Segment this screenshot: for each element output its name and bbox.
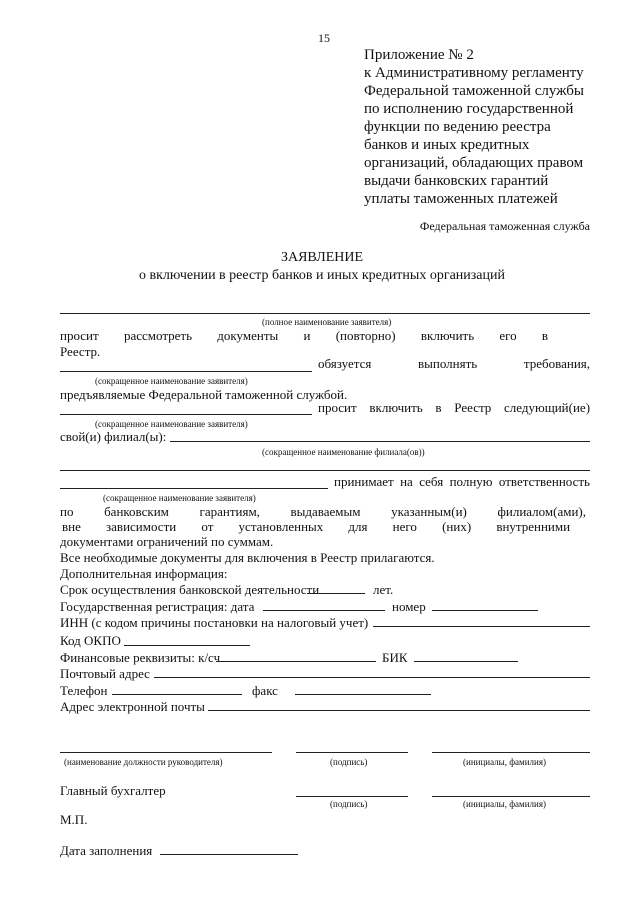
w: включить — [369, 400, 423, 415]
caption: (подпись) — [330, 799, 368, 809]
w: следующий(ие) — [504, 400, 591, 415]
text-line: Дополнительная информация: — [60, 566, 228, 581]
reg-number-label: номер — [392, 599, 426, 614]
caption: (сокращенное наименование заявителя) — [103, 493, 256, 503]
w: включить — [420, 328, 475, 343]
phone-field[interactable] — [112, 694, 242, 695]
text-line — [60, 328, 548, 343]
appendix-line: функции по ведению реестра — [364, 119, 551, 135]
w: ответственность — [498, 474, 590, 489]
caption: (подпись) — [330, 757, 368, 767]
w: выполнять — [418, 356, 478, 371]
document-title: ЗАЯВЛЕНИЕ — [280, 250, 364, 265]
appendix-line: организаций, обладающих правом — [364, 155, 584, 171]
w: зависимости — [106, 519, 177, 534]
caption: (полное наименование заявителя) — [262, 317, 392, 327]
term-label: Срок осуществления банковской деятельности — [60, 582, 320, 597]
w: просит — [60, 328, 99, 343]
bik-field[interactable] — [414, 661, 518, 662]
appendix-line: Федеральной таможенной службы — [364, 83, 585, 99]
w: от — [201, 519, 214, 534]
fin-label: Финансовые реквизиты: к/сч — [60, 650, 221, 665]
w: вне — [62, 519, 81, 534]
w: себя — [419, 474, 444, 489]
fax-field[interactable] — [295, 694, 431, 695]
text-line — [334, 474, 590, 489]
w: Реестр — [454, 400, 492, 415]
addressee: Федеральная таможенная служба — [419, 219, 590, 233]
page-number: 15 — [318, 31, 330, 45]
fax-label: факс — [252, 683, 278, 698]
appendix-line: выдачи банковских гарантий — [364, 173, 549, 189]
fin-field[interactable] — [216, 661, 376, 662]
appendix-line: по исполнению государственной — [364, 101, 574, 117]
full-name-line[interactable] — [60, 313, 590, 314]
w: на — [400, 474, 413, 489]
caption: (сокращенное наименование филиала(ов)) — [262, 447, 425, 457]
w: него — [392, 519, 417, 534]
w: по — [60, 504, 74, 519]
inn-label: ИНН (с кодом причины постановки на налоговый учет) — [60, 615, 369, 630]
caption: (инициалы, фамилия) — [463, 757, 546, 767]
okpo-label: Код ОКПО — [60, 633, 121, 648]
w: гарантиям, — [199, 504, 260, 519]
w: принимает — [334, 474, 394, 489]
inn-field[interactable] — [373, 626, 590, 627]
w: в — [435, 400, 442, 415]
branch-line[interactable] — [170, 441, 590, 442]
w: обязуется — [318, 356, 372, 371]
reg-date-label: Государственная регистрация: дата — [60, 599, 255, 614]
w: выдаваемым — [290, 504, 361, 519]
post-label: Почтовый адрес — [60, 666, 150, 681]
text-line: Реестр. — [60, 344, 101, 359]
email-label: Адрес электронной почты — [60, 699, 205, 714]
phone-label: Телефон — [60, 683, 108, 698]
okpo-field[interactable] — [124, 645, 250, 646]
appendix-line: к Административному регламенту — [364, 65, 584, 81]
w: указанным(и) — [391, 504, 467, 519]
short-name-line[interactable] — [60, 414, 312, 415]
post-field[interactable] — [154, 677, 590, 678]
appendix-line: уплаты таможенных платежей — [364, 191, 558, 207]
w: внутренними — [496, 519, 571, 534]
caption: (сокращенное наименование заявителя) — [95, 376, 248, 386]
w: филиалом(ами), — [497, 504, 587, 519]
text-line — [60, 504, 586, 519]
text-line: Все необходимые документы для включения в Реестр прилагаются. — [60, 550, 435, 565]
appendix-line: Приложение № 2 — [364, 47, 474, 63]
w: требования, — [523, 356, 591, 371]
w: (них) — [442, 519, 472, 534]
accountant-signature-field[interactable] — [296, 796, 408, 797]
w: рассмотреть — [123, 328, 193, 343]
email-field[interactable] — [208, 710, 590, 711]
w: полную — [449, 474, 493, 489]
accountant-initials-field[interactable] — [432, 796, 590, 797]
w: его — [499, 328, 517, 343]
date-field[interactable] — [160, 854, 298, 855]
text-line — [318, 400, 590, 415]
caption: (инициалы, фамилия) — [463, 799, 546, 809]
term-unit: лет. — [373, 582, 394, 597]
short-name-line[interactable] — [60, 371, 312, 372]
caption: (сокращенное наименование заявителя) — [95, 419, 248, 429]
bik-label: БИК — [382, 650, 408, 665]
text-line — [318, 356, 590, 371]
short-name-line[interactable] — [60, 488, 328, 489]
caption: (наименование должности руководителя) — [64, 757, 223, 767]
w: установленных — [238, 519, 324, 534]
appendix-line: банков и иных кредитных — [364, 137, 530, 153]
appendix-block — [364, 46, 584, 208]
reg-number-field[interactable] — [432, 610, 538, 611]
document-subtitle: о включении в реестр банков и иных кредитных организаций — [139, 268, 505, 283]
chief-accountant-label: Главный бухгалтер — [60, 783, 166, 798]
text-line: свой(и) филиал(ы): — [60, 429, 167, 444]
head-initials-field[interactable] — [432, 752, 590, 753]
w: банковским — [104, 504, 169, 519]
reg-date-field[interactable] — [263, 610, 385, 611]
term-field[interactable] — [307, 593, 365, 594]
text-line: документами ограничений по суммам. — [60, 534, 274, 549]
text-line: предъявляемые Федеральной таможенной службой. — [60, 387, 348, 402]
head-signature-field[interactable] — [296, 752, 408, 753]
stamp-label: М.П. — [60, 812, 88, 827]
w: для — [348, 519, 368, 534]
w: и — [303, 328, 311, 343]
date-label: Дата заполнения — [60, 843, 153, 858]
w: просит — [318, 400, 357, 415]
w: в — [541, 328, 549, 343]
text-line — [62, 519, 570, 534]
head-position-field[interactable] — [60, 752, 272, 753]
w: документы — [217, 328, 279, 343]
branch-line-2[interactable] — [60, 470, 590, 471]
w: (повторно) — [335, 328, 396, 343]
